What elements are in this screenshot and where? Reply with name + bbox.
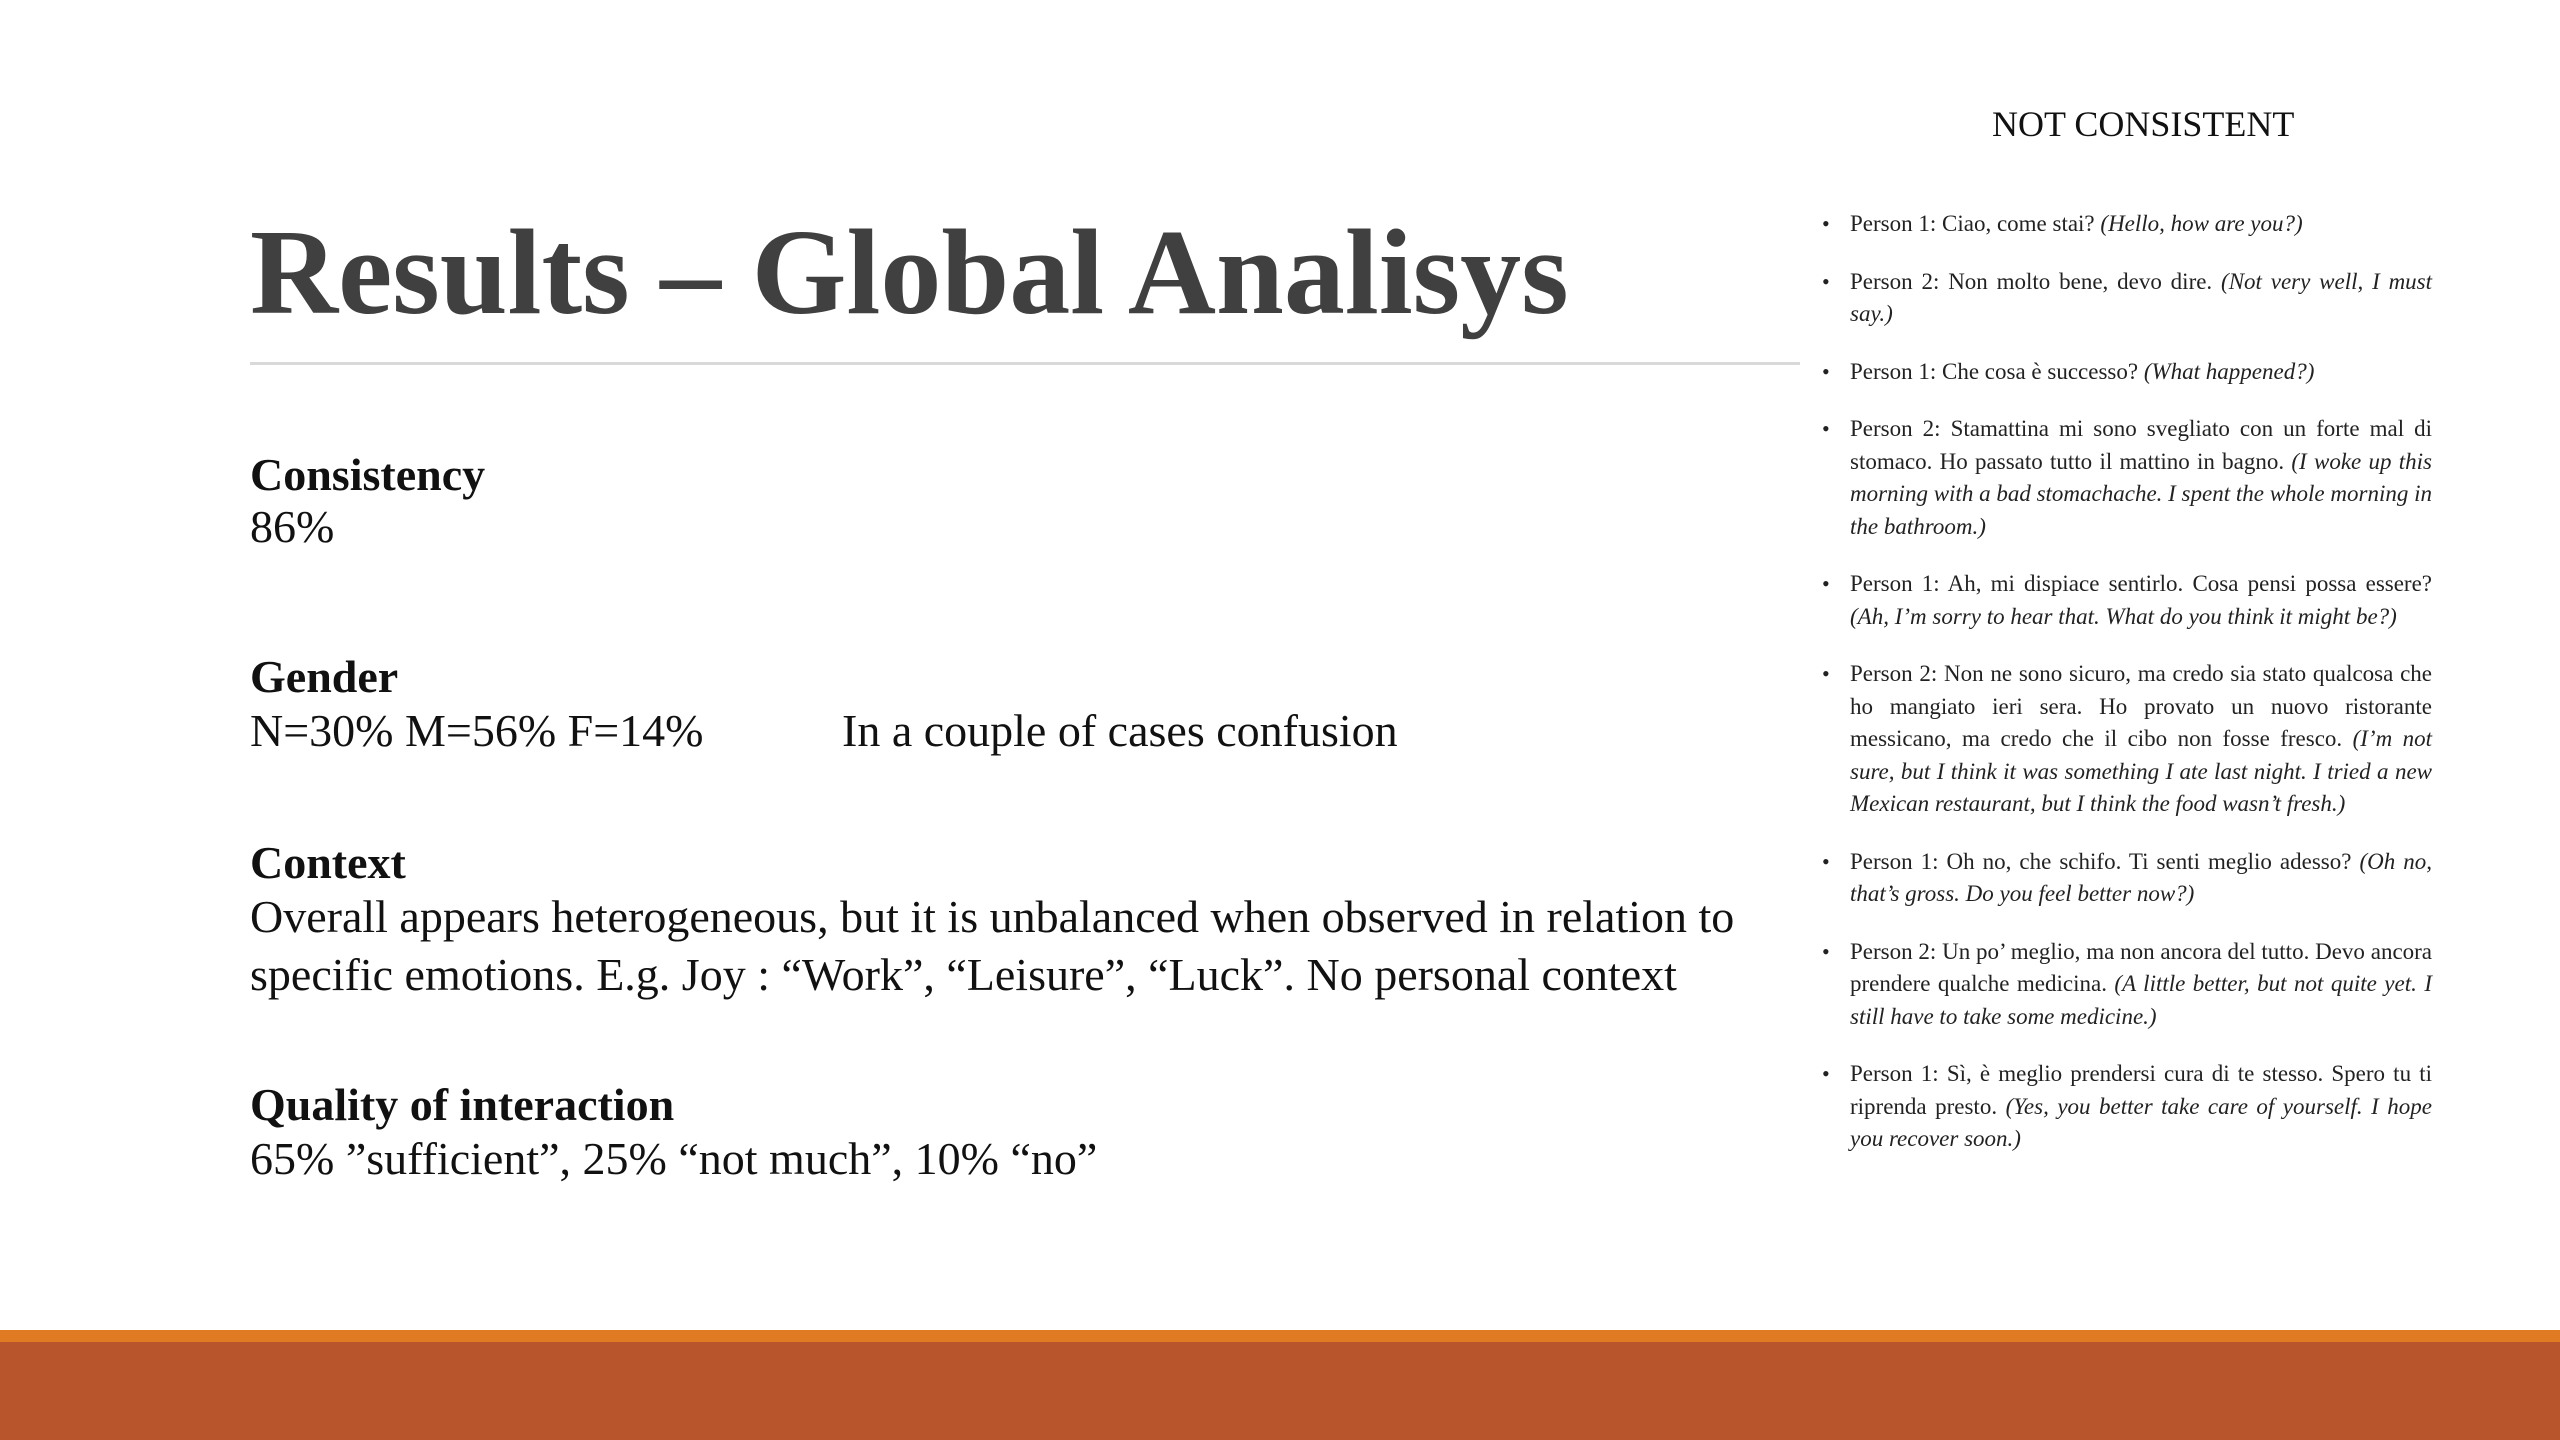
footer-accent-stripe bbox=[0, 1330, 2560, 1342]
gender-heading: Gender bbox=[250, 651, 399, 702]
english-translation: (Hello, how are you?) bbox=[2100, 211, 2303, 236]
dialogue-item bbox=[1822, 936, 2432, 1034]
bullet-icon: • bbox=[1822, 211, 1830, 236]
english-translation: (Not very well, I must say.) bbox=[1850, 268, 2433, 326]
english-translation: (Yes, you better take care of yourself. I hope you recover soon.) bbox=[1850, 1093, 2432, 1151]
speaker: Person 1: bbox=[1850, 571, 1940, 596]
context-line-1: Overall appears heterogeneous, but it is unbalanced when observed in relation to bbox=[250, 891, 1735, 942]
italian-text: Oh no, che schifo. Ti senti meglio adesso? bbox=[1946, 848, 2352, 874]
gender-note: In a couple of cases confusion bbox=[842, 705, 1398, 756]
bullet-icon: • bbox=[1822, 938, 1830, 964]
consistency-value: 86% bbox=[250, 501, 335, 552]
consistency-heading: Consistency bbox=[250, 449, 486, 500]
italian-text: Non ne sono sicuro, ma credo sia stato qualcosa che ho mangiato ieri sera. Ho provato un nuovo ristorante messicano, ma credo che il cibo non fosse fresco. bbox=[1850, 661, 2432, 751]
bullet-icon: • bbox=[1822, 661, 1830, 686]
english-translation: (What happened?) bbox=[2143, 358, 2315, 384]
italian-text: Sì, è meglio prendersi cura di te stesso. Spero tu ti riprenda presto. bbox=[1850, 1061, 2433, 1119]
speaker: Person 1: bbox=[1850, 211, 1937, 236]
bullet-icon: • bbox=[1822, 416, 1830, 441]
dialogue-item bbox=[1822, 568, 2432, 633]
not-consistent-label: NOT CONSISTENT bbox=[1992, 104, 2295, 144]
speaker: Person 2: bbox=[1850, 268, 1940, 294]
context-line-2: specific emotions. E.g. Joy : “Work”, “Leisure”, “Luck”. No personal context bbox=[250, 949, 1677, 1000]
dialogue-list bbox=[1822, 208, 2432, 1181]
italian-text: Un po’ meglio, ma non ancora del tutto. Devo ancora prendere qualche medicina. bbox=[1850, 938, 2433, 996]
italian-text: Non molto bene, devo dire. bbox=[1948, 268, 2213, 294]
speaker: Person 2: bbox=[1850, 938, 1937, 964]
bullet-icon: • bbox=[1822, 571, 1830, 596]
quality-heading: Quality of interaction bbox=[250, 1079, 675, 1130]
dialogue-item bbox=[1822, 413, 2432, 543]
dialogue-item bbox=[1822, 658, 2432, 821]
english-translation: (I woke up this morning with a bad stomachache. I spent the whole morning in the bathroom.) bbox=[1850, 448, 2432, 539]
speaker: Person 2: bbox=[1850, 661, 1938, 686]
italian-text: Ciao, come stai? bbox=[1942, 211, 2095, 236]
speaker: Person 1: bbox=[1850, 1061, 1939, 1086]
speaker: Person 1: bbox=[1850, 848, 1939, 874]
english-translation: (Ah, I’m sorry to hear that. What do you think it might be?) bbox=[1850, 603, 2397, 629]
footer-accent-band bbox=[0, 1342, 2560, 1440]
context-heading: Context bbox=[250, 837, 406, 888]
gender-value: N=30% M=56% F=14% bbox=[250, 705, 704, 756]
quality-value: 65% ”sufficient”, 25% “not much”, 10% “no” bbox=[250, 1133, 1098, 1184]
title-divider bbox=[250, 362, 1800, 365]
speaker: Person 1: bbox=[1850, 358, 1937, 384]
english-translation: (A little better, but not quite yet. I still have to take some medicine.) bbox=[1850, 971, 2432, 1029]
dialogue-item bbox=[1822, 356, 2432, 389]
dialogue-item bbox=[1822, 266, 2432, 331]
slide-title: Results – Global Analisys bbox=[250, 205, 1569, 340]
speaker: Person 2: bbox=[1850, 416, 1941, 441]
italian-text: Che cosa è successo? bbox=[1942, 358, 2139, 384]
dialogue-item bbox=[1822, 846, 2432, 911]
dialogue-item bbox=[1822, 1058, 2432, 1156]
english-translation: (Oh no, that’s gross. Do you feel better now?) bbox=[1850, 848, 2432, 906]
bullet-icon: • bbox=[1822, 358, 1830, 384]
italian-text: Stamattina mi sono svegliato con un forte mal di stomaco. Ho passato tutto il mattino in bagno. bbox=[1850, 416, 2433, 474]
bullet-icon: • bbox=[1822, 848, 1830, 874]
bullet-icon: • bbox=[1822, 268, 1830, 294]
english-translation: (I’m not sure, but I think it was something I ate last night. I tried a new Mexican restaurant, but I think the food wasn’t fresh.) bbox=[1850, 726, 2433, 816]
italian-text: Ah, mi dispiace sentirlo. Cosa pensi possa essere? bbox=[1947, 571, 2433, 596]
bullet-icon: • bbox=[1822, 1061, 1830, 1086]
dialogue-item bbox=[1822, 208, 2432, 241]
